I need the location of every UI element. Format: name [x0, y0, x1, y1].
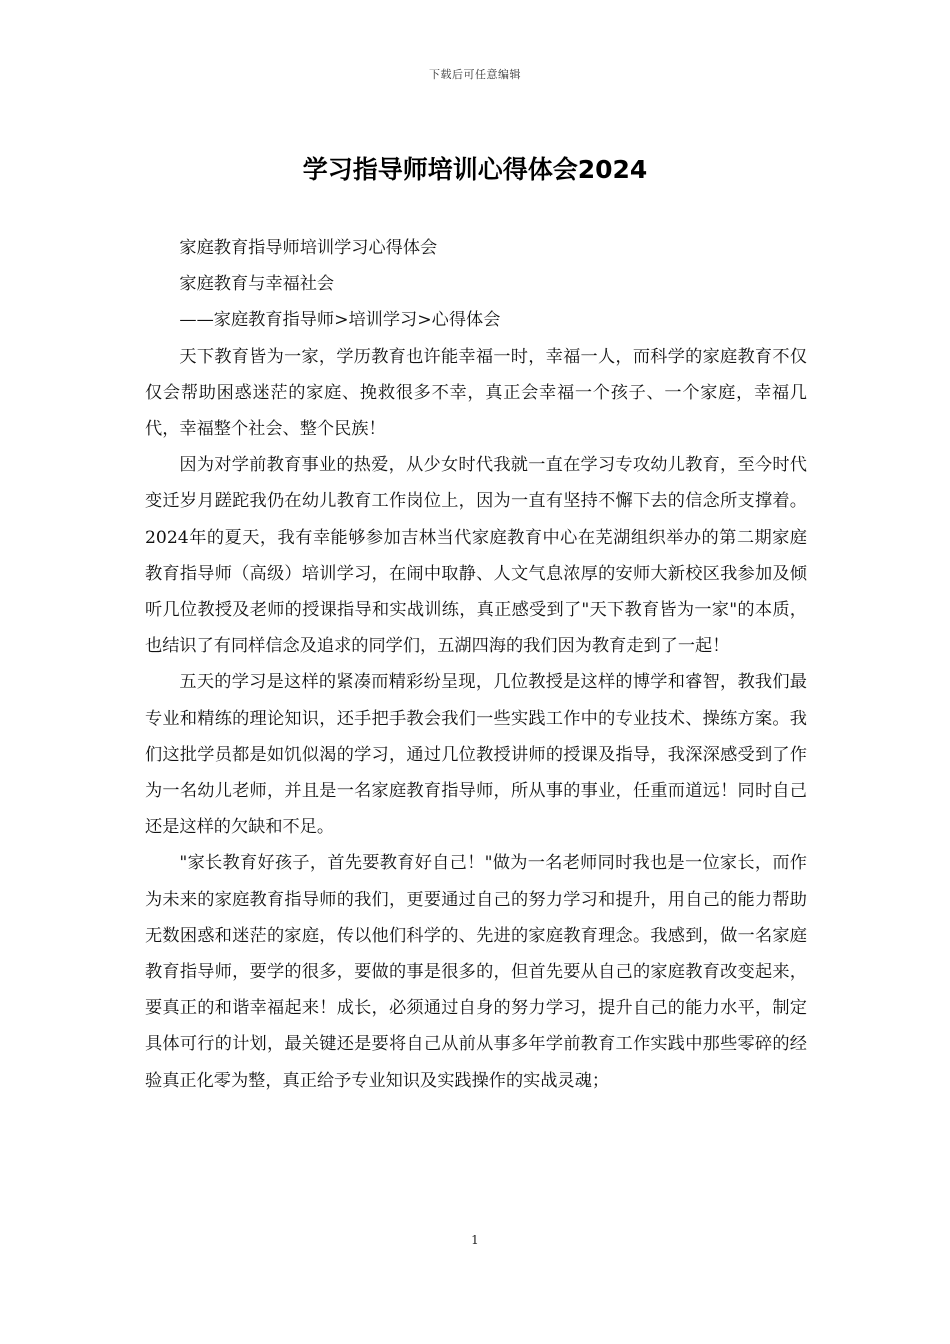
subtitle-paragraph: 家庭教育指导师培训学习心得体会 [179, 238, 438, 258]
header-note: 下载后可任意编辑 [429, 68, 521, 81]
breadcrumb-paragraph: ——家庭教育指导师>培训学习>心得体会 [179, 310, 501, 331]
body-paragraph: 天下教育皆为一家，学历教育也许能幸福一时，幸福一人，而科学的家庭教育不仅仅会帮助困惑迷茫的家庭、挽救很多不幸，真正会幸福一个孩子、一个家庭，幸福几代，幸福整个社会、整个民族！ [145, 346, 807, 440]
body-paragraph: "家长教育好孩子，首先要教育好自己！"做为一名老师同时我也是一位家长，而作为未来的家庭教育指导师的我们，更要通过自己的努力学习和提升，用自己的能力帮助无数困惑和迷茫的家庭，传以他们科学的、先进的家庭教育理念。我感到，做一名家庭教育指导师，要学的很多，要做的事是很多的，但首先要从自己的家庭教育改变起来，要真正的和谐幸福起来！成长，必须通过自身的努力学习，提升自己的能力水平，制定具体可行的计划，最关键还是要将自己从前从事多年学前教育工作实践中那些零碎的经验真正化零为整，真正给予专业知识及实践操作的实战灵魂； [145, 853, 807, 1091]
body-paragraph: 五天的学习是这样的紧凑而精彩纷呈现，几位教授是这样的博学和睿智，教我们最专业和精练的理论知识，还手把手教会我们一些实践工作中的专业技术、操练方案。我们这批学员都是如饥似渴的学习，通过几位教授讲师的授课及指导，我深深感受到了作为一名幼儿老师，并且是一名家庭教育指导师，所从事的事业，任重而道远！同时自己还是这样的欠缺和不足。 [145, 672, 807, 838]
subtitle-paragraph: 家庭教育与幸福社会 [179, 274, 335, 295]
document-title: 学习指导师培训心得体会2024 [302, 155, 648, 184]
body-paragraph: 因为对学前教育事业的热爱，从少女时代我就一直在学习专攻幼儿教育，至今时代变迁岁月蹉跎我仍在幼儿教育工作岗位上，因为一直有坚持不懈下去的信念所支撑着。2024年的夏天，我有幸能够参加吉林当代家庭教育中心在芜湖组织举办的第二期家庭教育指导师（高级）培训学习，在闹中取静、人文气息浓厚的安师大新校区我参加及倾听几位教授及老师的授课指导和实战训练，真正感受到了"天下教育皆为一家"的本质，也结识了有同样信念及追求的同学们，五湖四海的我们因为教育走到了一起！ [145, 455, 807, 657]
page-number: 1 [471, 1233, 479, 1247]
document-body [145, 230, 807, 1099]
